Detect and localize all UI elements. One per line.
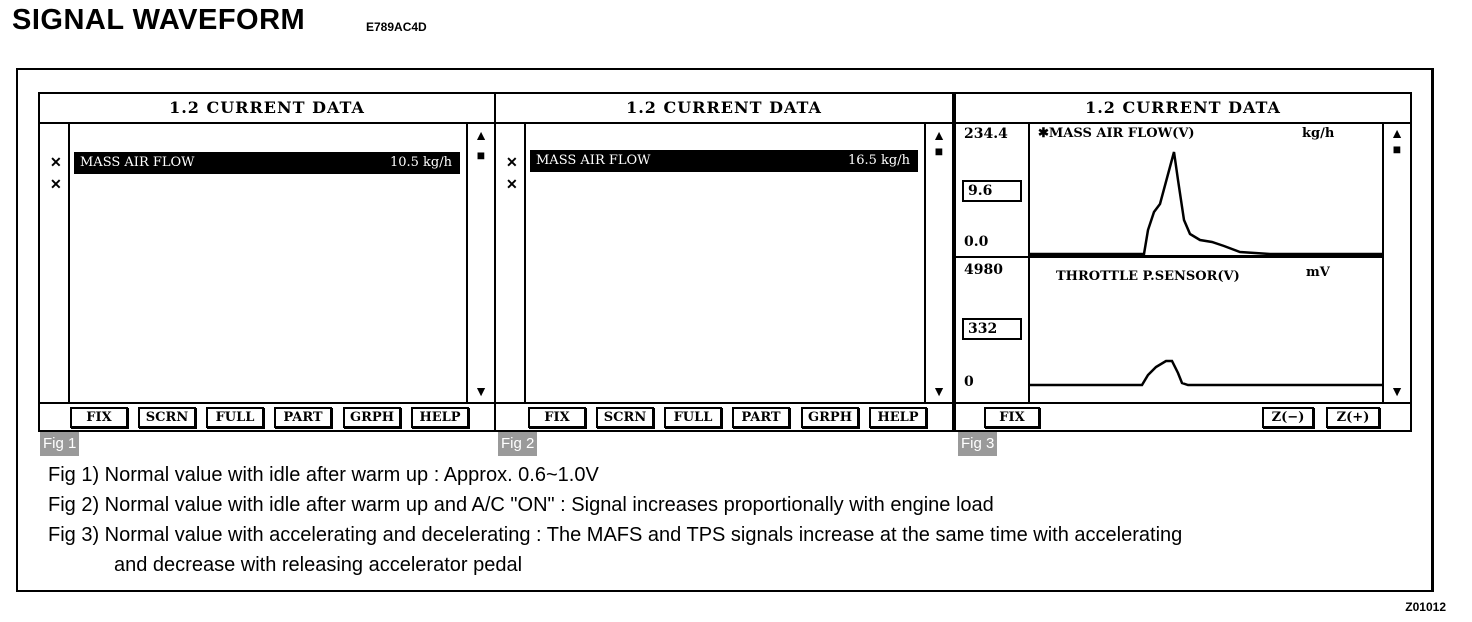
note-fig-2: Fig 2) Normal value with idle after warm up and A/C "ON" : Signal increases proportionally with engine load bbox=[48, 494, 994, 516]
scroll-thumb-icon[interactable]: ■ bbox=[1392, 141, 1402, 157]
help-button[interactable]: HELP bbox=[869, 407, 927, 428]
selection-mark: ✕ bbox=[506, 176, 518, 192]
item-label: MASS AIR FLOW bbox=[536, 153, 651, 168]
note-fig-3-continued: and decrease with releasing accelerator pedal bbox=[114, 554, 523, 576]
part-button[interactable]: PART bbox=[274, 407, 332, 428]
part-button[interactable]: PART bbox=[732, 407, 790, 428]
fig-label-3: Fig 3 bbox=[958, 432, 997, 456]
scroll-thumb-icon[interactable]: ■ bbox=[476, 147, 486, 163]
scrn-button[interactable]: SCRN bbox=[138, 407, 196, 428]
scroll-up-icon[interactable]: ▲ bbox=[1390, 125, 1404, 141]
note-fig-3: Fig 3) Normal value with accelerating and decelerating : The MAFS and TPS signals increase at the same time with accelerating bbox=[48, 524, 1183, 546]
axis-column-mass-air-flow bbox=[956, 124, 1030, 258]
fix-button[interactable]: FIX bbox=[528, 407, 586, 428]
item-label: MASS AIR FLOW bbox=[80, 155, 195, 170]
mass-air-flow-waveform bbox=[1030, 124, 1384, 255]
scrn-button[interactable]: SCRN bbox=[596, 407, 654, 428]
throttle-sensor-waveform bbox=[1030, 261, 1384, 402]
document-code: E789AC4D bbox=[366, 20, 427, 34]
button-bar bbox=[496, 402, 952, 430]
item-value: 16.5 kg/h bbox=[847, 153, 910, 168]
fix-button[interactable]: FIX bbox=[984, 407, 1040, 428]
scroll-down-icon[interactable]: ▼ bbox=[1390, 383, 1404, 399]
grph-button[interactable]: GRPH bbox=[801, 407, 859, 428]
panel-title: 1.2 CURRENT DATA bbox=[40, 94, 494, 124]
axis-min-value: 0.0 bbox=[964, 234, 989, 250]
axis-max-value: 234.4 bbox=[964, 126, 1008, 142]
mass-air-flow-graph bbox=[1030, 124, 1382, 258]
current-data-panel-1 bbox=[38, 92, 496, 432]
selection-mark: ✕ bbox=[50, 176, 62, 192]
list-item-mass-air-flow[interactable] bbox=[530, 150, 918, 172]
graph-title: ✱MASS AIR FLOW(V) bbox=[1038, 126, 1195, 141]
scroll-up-icon[interactable]: ▲ bbox=[932, 127, 946, 143]
graph-unit: mV bbox=[1306, 265, 1330, 280]
zoom-out-button[interactable]: Z(−) bbox=[1262, 407, 1314, 428]
fig-label-1: Fig 1 bbox=[40, 432, 79, 456]
scroll-down-icon[interactable]: ▼ bbox=[932, 383, 946, 399]
data-list bbox=[526, 124, 924, 402]
throttle-sensor-graph bbox=[1030, 261, 1382, 402]
scrollbar[interactable] bbox=[924, 124, 952, 402]
page-title: SIGNAL WAVEFORM bbox=[12, 4, 306, 36]
axis-max-value: 4980 bbox=[964, 262, 1003, 278]
fig-label-2: Fig 2 bbox=[498, 432, 537, 456]
zoom-in-button[interactable]: Z(+) bbox=[1326, 407, 1380, 428]
selection-mark-column bbox=[40, 124, 70, 402]
data-list bbox=[70, 124, 466, 402]
figure-code: Z01012 bbox=[1405, 600, 1446, 614]
scrollbar[interactable] bbox=[1382, 124, 1410, 402]
help-button[interactable]: HELP bbox=[411, 407, 469, 428]
item-value: 10.5 kg/h bbox=[389, 155, 452, 170]
full-button[interactable]: FULL bbox=[664, 407, 722, 428]
scroll-down-icon[interactable]: ▼ bbox=[474, 383, 488, 399]
panel-title: 1.2 CURRENT DATA bbox=[956, 94, 1410, 124]
current-data-panel-2 bbox=[494, 92, 954, 432]
figure-notes bbox=[48, 460, 1182, 580]
selection-mark: ✕ bbox=[506, 154, 518, 170]
scroll-thumb-icon[interactable]: ■ bbox=[934, 143, 944, 159]
selection-mark: ✕ bbox=[50, 154, 62, 170]
button-bar bbox=[40, 402, 494, 430]
grph-button[interactable]: GRPH bbox=[343, 407, 401, 428]
axis-min-value: 0 bbox=[964, 374, 974, 390]
current-value-box: 9.6 bbox=[962, 180, 1022, 202]
graph-title: THROTTLE P.SENSOR(V) bbox=[1056, 269, 1240, 284]
graph-unit: kg/h bbox=[1302, 126, 1335, 141]
scroll-up-icon[interactable]: ▲ bbox=[474, 127, 488, 143]
fix-button[interactable]: FIX bbox=[70, 407, 128, 428]
note-fig-1: Fig 1) Normal value with idle after warm up : Approx. 0.6~1.0V bbox=[48, 464, 599, 486]
current-value-box: 332 bbox=[962, 318, 1022, 340]
full-button[interactable]: FULL bbox=[206, 407, 264, 428]
selection-mark-column bbox=[496, 124, 526, 402]
graph-panel bbox=[954, 92, 1412, 432]
list-item-mass-air-flow[interactable] bbox=[74, 152, 460, 174]
axis-column-throttle bbox=[956, 258, 1030, 402]
panel-title: 1.2 CURRENT DATA bbox=[496, 94, 952, 124]
button-bar bbox=[956, 402, 1410, 430]
scrollbar[interactable] bbox=[466, 124, 494, 402]
